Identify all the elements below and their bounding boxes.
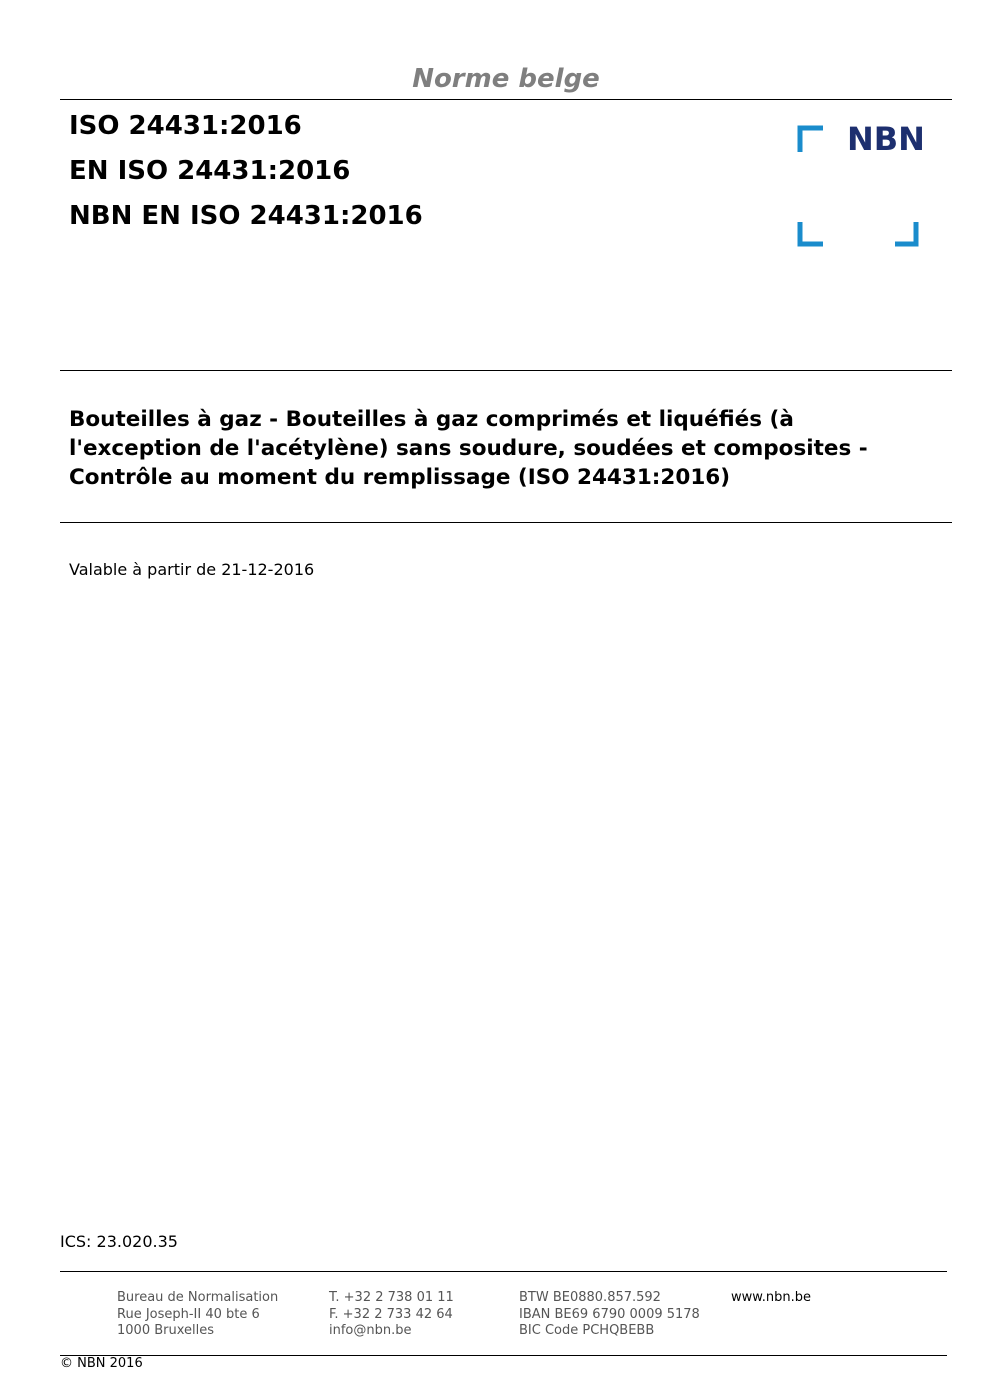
footer-address-line: 1000 Bruxelles	[117, 1323, 215, 1338]
footer-vat: BTW BE0880.857.592	[519, 1290, 661, 1305]
title-line: l'exception de l'acétylène) sans soudure, soudées et composites -	[69, 436, 868, 461]
footer-website-link[interactable]: www.nbn.be	[731, 1290, 811, 1305]
standard-id-iso: ISO 24431:2016	[69, 111, 302, 141]
footer-fax: F. +32 2 733 42 64	[329, 1306, 453, 1322]
footer-bottom-divider	[60, 1355, 947, 1356]
footer-address	[117, 1290, 278, 1340]
document-title	[69, 405, 949, 492]
title-line: Contrôle au moment du remplissage (ISO 24431:2016)	[69, 465, 731, 490]
footer-iban: IBAN BE69 6790 0009 5178	[519, 1306, 700, 1322]
footer-top-divider	[60, 1271, 947, 1272]
title-line: Bouteilles à gaz - Bouteilles à gaz comprimés et liquéfiés (à	[69, 407, 794, 432]
standard-id-en: EN ISO 24431:2016	[69, 156, 351, 186]
footer-banking	[519, 1290, 700, 1340]
title-bottom-divider	[60, 522, 952, 523]
footer-contact	[329, 1290, 454, 1340]
footer-phone: T. +32 2 738 01 11	[329, 1290, 454, 1305]
nbn-logo-text: NBN	[847, 120, 925, 158]
copyright-notice: © NBN 2016	[60, 1356, 143, 1371]
ics-code: ICS: 23.020.35	[60, 1232, 178, 1251]
footer-address-line: Rue Joseph-II 40 bte 6	[117, 1306, 260, 1322]
validity-date: Valable à partir de 21-12-2016	[69, 560, 315, 579]
header-divider	[60, 99, 952, 100]
standard-id-nbn: NBN EN ISO 24431:2016	[69, 201, 423, 231]
page-header-label: Norme belge	[412, 64, 600, 94]
title-top-divider	[60, 370, 952, 371]
footer-email-link[interactable]: info@nbn.be	[329, 1323, 412, 1338]
footer-address-line: Bureau de Normalisation	[117, 1290, 279, 1305]
footer-bic: BIC Code PCHQBEBB	[519, 1323, 655, 1338]
